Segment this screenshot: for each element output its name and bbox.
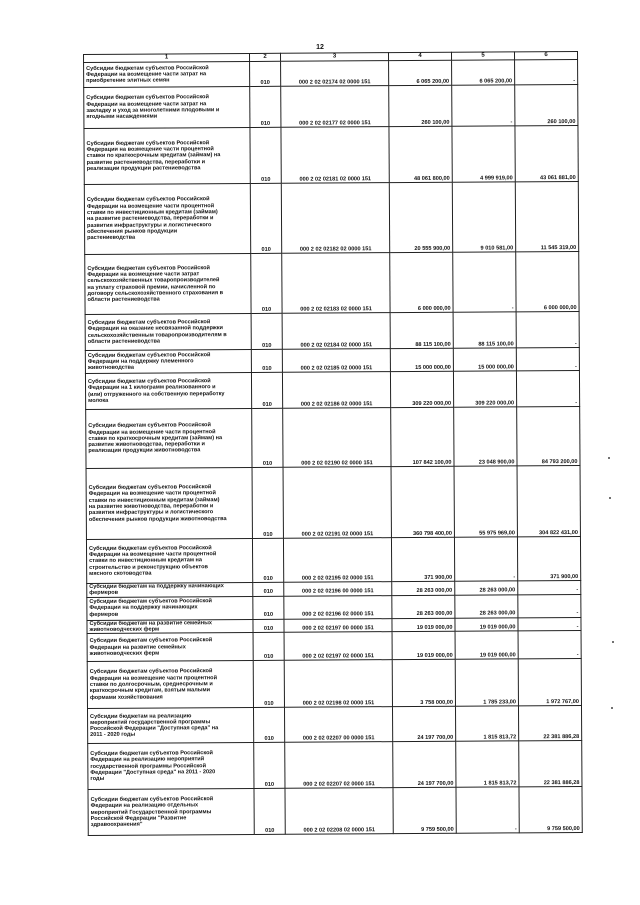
row-line-code: 010 (253, 632, 284, 660)
table-row (86, 406, 580, 468)
row-budget-code: 000 2 02 02207 02 0000 151 (285, 742, 393, 789)
row-budget-code: 000 2 02 02185 02 0000 151 (282, 349, 390, 373)
row-description-text: Субсидии бюджетам субъектов Российской Федерации на возмещение части затрат на закладку и уход за многолетними плодовыми и ягодными насаждениями (86, 94, 220, 121)
row-approved-amount: 24 197 700,00 (392, 706, 455, 741)
row-description-text: Субсидии бюджетам субъектов Российской Федерации на возмещение части затрат на приобретение элитных семян (86, 64, 209, 85)
column-header: 5 (451, 52, 514, 60)
row-description-text: Субсидии бюджетам субъектов Российской Федерации на возмещение части затрат сельскохозяйственных товаропроизводителей на уплату страховой премии, начисленной по договору сельскохозяйственного страхования в области растениеводства (87, 264, 224, 304)
row-unexecuted-amount: - (518, 617, 581, 631)
row-executed-amount: 1 815 813,72 (455, 706, 518, 741)
row-description (87, 582, 253, 597)
row-description-text: Субсидии бюджетам на развитие семейных животноводческих ферм (89, 619, 212, 633)
row-unexecuted-amount: 11 545 319,00 (515, 181, 578, 251)
row-budget-code: 000 2 02 02190 02 0000 151 (283, 408, 391, 468)
scan-speck (612, 641, 614, 643)
row-line-code: 010 (253, 619, 284, 633)
row-description-text: Субсидии бюджетам субъектов Российской Федерации на оказание несвязанной поддержки сельскохозяйственным товаропроизводителям в области растениеводства (87, 319, 227, 345)
row-unexecuted-amount: - (516, 370, 579, 406)
row-line-code: 010 (253, 596, 284, 619)
table-row (85, 347, 579, 373)
row-unexecuted-amount: 1 972 767,00 (518, 659, 581, 706)
row-unexecuted-amount: - (516, 347, 579, 370)
row-budget-code: 000 2 02 02186 02 0000 151 (282, 372, 390, 409)
row-approved-amount: 107 842 100,00 (391, 407, 454, 466)
row-approved-amount: 260 100,00 (389, 85, 452, 126)
row-budget-code: 000 2 02 02182 02 0000 151 (281, 183, 389, 254)
row-description (87, 596, 253, 620)
row-unexecuted-amount: 22 381 886,28 (519, 741, 582, 787)
table-row (84, 59, 578, 87)
table-row (85, 311, 579, 350)
row-description (85, 349, 251, 373)
row-executed-amount: 15 000 000,00 (453, 348, 516, 371)
row-description-text: Субсидии бюджетам субъектов Российской Федерации на развитие семейных животноводческих ферм (89, 637, 213, 657)
row-approved-amount: 15 000 000,00 (390, 348, 453, 371)
row-line-code: 010 (251, 349, 282, 372)
row-budget-code: 000 2 02 02208 02 0000 151 (285, 788, 393, 835)
table-row (87, 631, 581, 662)
row-description (84, 86, 250, 128)
table-row (84, 181, 578, 254)
row-unexecuted-amount: 6 000 000,00 (516, 251, 579, 311)
budget-table (83, 51, 583, 836)
row-description-text: Субсидии бюджетам субъектов Российской Федерации на реализацию отдельных мероприятий Государственной программы Российской Федерации "Развитие здравоохранения" (90, 796, 214, 829)
column-header: 2 (249, 53, 280, 61)
row-description (88, 789, 254, 836)
row-line-code: 010 (253, 707, 284, 742)
row-description (84, 61, 250, 87)
row-approved-amount: 19 019 000,00 (392, 631, 455, 659)
row-description-text: Субсидии бюджетам субъектов Российской Федерации на возмещение части процентной ставки по долгосрочным, среднесрочным и краткосрочным кредитам, взятым малыми формами хозяйствования (89, 668, 218, 701)
row-budget-code: 000 2 02 02196 00 0000 151 (284, 582, 392, 596)
row-budget-code: 000 2 02 02198 02 0000 151 (284, 660, 392, 708)
row-line-code: 010 (250, 127, 281, 183)
row-description-text: Субсидии бюджетам субъектов Российской Федерации на возмещение части процентной ставки по краткосрочным кредитам (займам) на развитие животноводства, переработки и реализации продукции животноводства (88, 422, 223, 455)
table-row (88, 741, 582, 790)
row-description (86, 467, 252, 539)
row-approved-amount: 20 555 900,00 (389, 182, 452, 252)
column-header: 3 (280, 53, 388, 62)
column-header: 1 (84, 53, 250, 62)
row-description (85, 372, 251, 409)
table-row (86, 465, 580, 539)
row-budget-code: 000 2 02 02181 02 0000 151 (281, 127, 389, 184)
page-number: 12 (316, 44, 324, 51)
row-approved-amount: 19 019 000,00 (392, 618, 455, 632)
row-approved-amount: 3 758 000,00 (392, 659, 455, 706)
row-executed-amount: 1 815 813,72 (456, 741, 519, 787)
row-executed-amount: 4 999 919,00 (452, 126, 515, 182)
row-budget-code: 000 2 02 02191 02 0000 151 (283, 467, 391, 539)
row-description (87, 661, 253, 709)
row-description (86, 408, 252, 468)
row-description (85, 313, 251, 350)
row-approved-amount: 6 000 000,00 (390, 252, 453, 312)
row-executed-amount: 88 115 100,00 (453, 312, 516, 348)
row-description (87, 619, 253, 634)
row-executed-amount: - (452, 85, 515, 126)
table-row (86, 536, 580, 583)
row-approved-amount: 24 197 700,00 (393, 741, 456, 787)
row-budget-code: 000 2 02 02196 02 0000 151 (284, 595, 392, 619)
row-budget-code: 000 2 02 02195 02 0000 151 (283, 538, 391, 583)
row-line-code: 010 (253, 582, 284, 596)
row-description-text: Субсидии бюджетам субъектов Российской Федерации на поддержку племенного животноводства (87, 351, 211, 372)
row-budget-code: 000 2 02 02177 02 0000 151 (281, 86, 389, 128)
row-description-text: Субсидии бюджетам на поддержку начинающих фермеров (89, 583, 224, 597)
row-description (87, 708, 253, 744)
row-description-text: Субсидии бюджетам субъектов Российской Федерации на 1 килограмм реализованного и (или) отгруженного на собственную переработку молока (87, 378, 225, 404)
row-approved-amount: 88 115 100,00 (390, 312, 453, 348)
row-executed-amount: - (454, 537, 517, 581)
row-description (87, 633, 253, 662)
row-executed-amount: 6 065 200,00 (452, 60, 515, 85)
row-unexecuted-amount: - (516, 311, 579, 347)
row-unexecuted-amount: 22 381 886,28 (518, 706, 581, 741)
table-row (87, 706, 581, 744)
table-row (87, 594, 581, 620)
row-budget-code: 000 2 02 02184 02 0000 151 (282, 313, 390, 350)
row-approved-amount: 48 061 800,00 (389, 126, 452, 182)
row-line-code: 010 (251, 253, 282, 313)
row-budget-code: 000 2 02 02174 02 0000 151 (281, 61, 389, 87)
table-row (85, 370, 579, 409)
row-line-code: 010 (254, 788, 285, 834)
row-line-code: 010 (250, 183, 281, 253)
row-executed-amount: 23 048 900,00 (454, 407, 517, 466)
row-line-code: 010 (252, 538, 283, 582)
row-executed-amount: 309 220 000,00 (453, 371, 516, 407)
row-budget-code: 000 2 02 02197 02 0000 151 (284, 632, 392, 661)
row-approved-amount: 371 900,00 (391, 537, 454, 581)
row-executed-amount: 19 019 000,00 (455, 617, 518, 631)
row-description (84, 127, 250, 184)
row-unexecuted-amount: 84 793 200,00 (517, 406, 580, 465)
row-budget-code: 000 2 02 02197 00 0000 151 (284, 618, 392, 632)
scan-speck (608, 457, 610, 459)
row-line-code: 010 (251, 313, 282, 349)
row-approved-amount: 6 065 200,00 (389, 60, 452, 85)
row-line-code: 010 (254, 742, 285, 788)
row-unexecuted-amount: - (518, 580, 581, 594)
row-executed-amount: - (453, 252, 516, 312)
row-unexecuted-amount: 9 759 500,00 (519, 787, 582, 833)
row-executed-amount: 19 019 000,00 (455, 631, 518, 659)
table-row (85, 251, 579, 314)
table-row (87, 659, 581, 709)
row-approved-amount: 28 263 000,00 (392, 595, 455, 618)
table-row (84, 125, 578, 184)
row-description (85, 253, 251, 314)
row-budget-code: 000 2 02 02183 02 0000 151 (282, 253, 390, 314)
row-approved-amount: 9 759 500,00 (393, 787, 456, 833)
row-approved-amount: 360 798 400,00 (391, 466, 454, 537)
row-description-text: Субсидии бюджетам субъектов Российской Федерации на возмещение части процентной ставки по инвестиционным кредитам (займам) на развитие растениеводства, переработки и развития инфраструктуры и логистического обеспечения рынков продукции растениеводства (86, 196, 218, 242)
row-executed-amount: 9 010 581,00 (452, 182, 515, 252)
column-header: 6 (514, 51, 577, 59)
row-description-text: Субсидии бюджетам субъектов Российской Федерации на реализацию мероприятий государственной программы Российской Федерации "Доступная среда" на 2011 - 2020 годы (90, 750, 216, 783)
row-description-text: Субсидии бюджетам субъектов Российской Федерации на возмещение части процентной ставки по краткосрочным кредитам (займам) на развитие растениеводства, переработки и реализации продукции растениеводства (86, 139, 221, 172)
row-unexecuted-amount: 260 100,00 (515, 84, 578, 125)
row-executed-amount: - (456, 787, 519, 833)
row-approved-amount: 309 220 000,00 (390, 371, 453, 407)
row-executed-amount: 28 263 000,00 (455, 581, 518, 595)
row-line-code: 010 (250, 61, 281, 86)
row-description-text: Субсидии бюджетам на реализацию мероприятий государственной программы Российской Федерации "Доступная среда" на 2011 - 2020 годы (90, 712, 219, 739)
row-description-text: Субсидии бюджетам субъектов Российской Федерации на поддержку начинающих фермеров (89, 598, 213, 618)
row-unexecuted-amount: - (518, 594, 581, 617)
row-unexecuted-amount: - (515, 59, 578, 84)
row-budget-code: 000 2 02 02207 00 0000 151 (284, 707, 392, 743)
scan-speck (611, 707, 613, 709)
table-body (84, 59, 583, 835)
column-header: 4 (388, 52, 451, 60)
row-executed-amount: 1 785 233,00 (455, 659, 518, 706)
row-line-code: 010 (252, 467, 283, 538)
row-unexecuted-amount: 43 061 881,00 (515, 125, 578, 181)
row-executed-amount: 28 263 000,00 (455, 594, 518, 617)
row-description (88, 743, 254, 790)
row-description-text: Субсидии бюджетам субъектов Российской Федерации на возмещение части процентной ставки по инвестиционным кредитам на строительство и реконструкцию объектов мясного скотоводства (89, 544, 217, 577)
scan-speck (609, 497, 611, 499)
row-unexecuted-amount: 371 900,00 (517, 536, 580, 580)
row-approved-amount: 28 263 000,00 (392, 581, 455, 595)
table-row (84, 84, 578, 128)
row-line-code: 010 (251, 372, 282, 408)
row-executed-amount: 55 975 969,00 (454, 466, 517, 537)
row-description-text: Субсидии бюджетам субъектов Российской Федерации на возмещение части процентной ставки по инвестиционным кредитам (займам) на развитие животноводства, переработки и развития инфраструктуры и логистического обеспечения рынков продукции животноводства (88, 484, 227, 523)
row-unexecuted-amount: - (518, 631, 581, 659)
row-description (84, 183, 250, 254)
table-row (88, 787, 582, 836)
row-description (86, 538, 252, 583)
row-line-code: 010 (253, 660, 284, 707)
row-unexecuted-amount: 304 822 431,00 (517, 465, 580, 536)
row-line-code: 010 (250, 86, 281, 127)
row-line-code: 010 (252, 408, 283, 467)
